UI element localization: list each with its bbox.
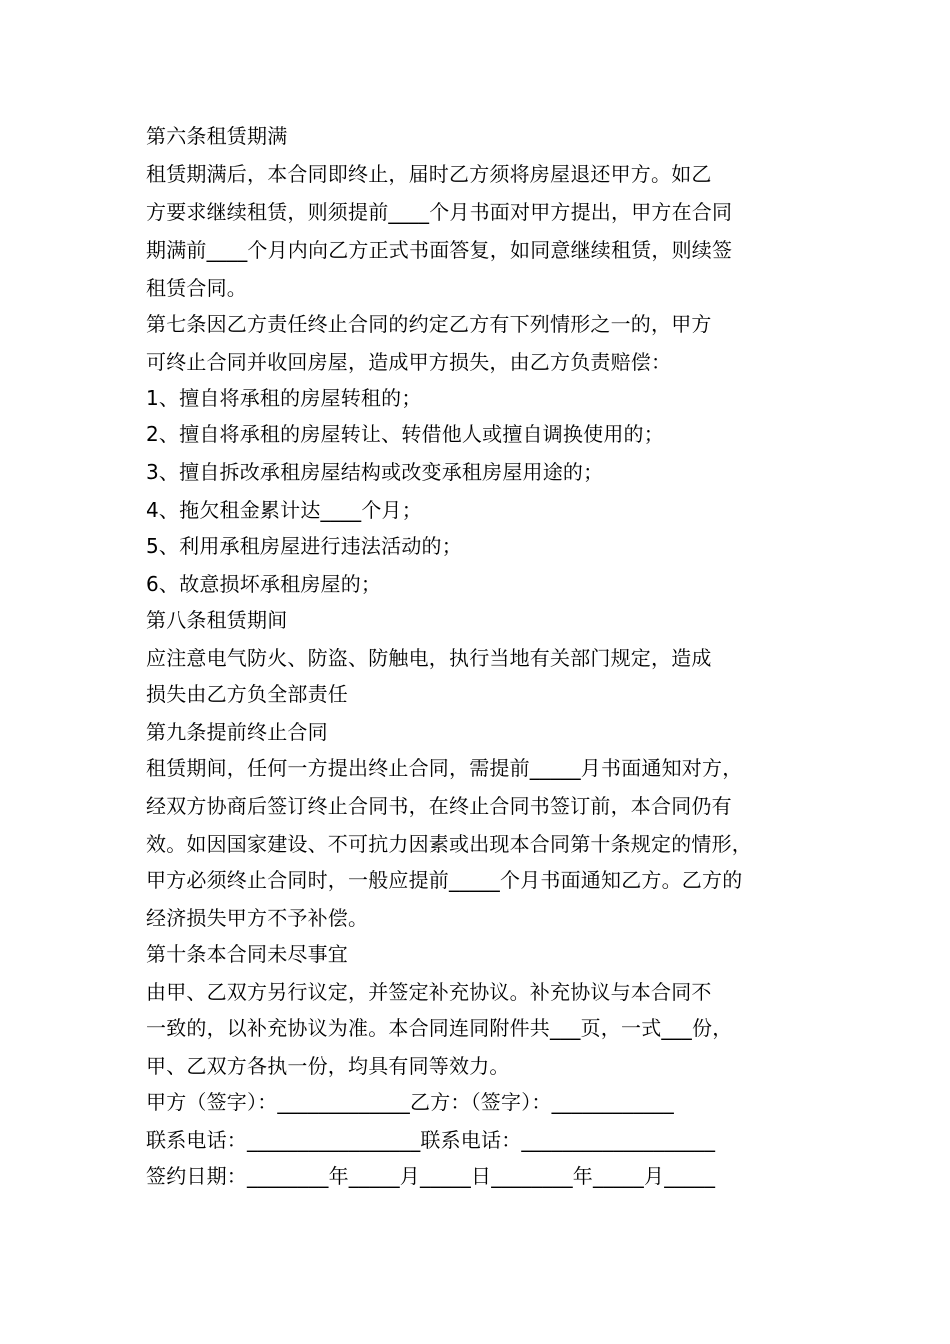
article-7-item-1: 1、擅自将承租的房屋转租的； <box>146 386 422 410</box>
article-9-body-line-4: 甲方必须终止合同时，一般应提前_____个月书面通知乙方。乙方的 <box>146 868 743 892</box>
article-7-item-4: 4、拖欠租金累计达____个月； <box>146 498 422 522</box>
contact-phone-line: 联系电话：_________________联系电话：___________________ <box>146 1128 716 1152</box>
article-9-body-line-1: 租赁期间，任何一方提出终止合同，需提前_____月书面通知对方， <box>146 756 743 780</box>
signature-line: 甲方（签字）：_____________乙方：（签字）：____________ <box>146 1090 674 1114</box>
article-7-item-5: 5、利用承租房屋进行违法活动的； <box>146 534 462 558</box>
article-7-item-6: 6、故意损坏承租房屋的； <box>146 572 382 596</box>
article-9-body-line-3: 效。如因国家建设、不可抗力因素或出现本合同第十条规定的情形， <box>146 832 752 856</box>
article-9-body-line-2: 经双方协商后签订终止合同书，在终止合同书签订前，本合同仍有 <box>146 794 732 818</box>
article-10-body-line-1: 由甲、乙双方另行议定，并签定补充协议。补充协议与本合同不 <box>146 980 712 1004</box>
article-10-body-line-3: 甲、乙双方各执一份，均具有同等效力。 <box>146 1054 510 1078</box>
article-8-body-line-2: 损失由乙方负全部责任 <box>146 682 348 706</box>
signing-date-line: 签约日期：________年_____月_____日________年_____月_____ <box>146 1164 716 1188</box>
article-8-body-line-1: 应注意电气防火、防盗、防触电，执行当地有关部门规定，造成 <box>146 646 712 670</box>
article-6-body-line-4: 租赁合同。 <box>146 276 247 300</box>
article-9-heading: 第九条提前终止合同 <box>146 720 328 744</box>
article-7-item-2: 2、擅自将承租的房屋转让、转借他人或擅自调换使用的； <box>146 422 664 446</box>
article-10-heading: 第十条本合同未尽事宜 <box>146 942 348 966</box>
article-8-heading: 第八条租赁期间 <box>146 608 288 632</box>
article-6-body-line-1: 租赁期满后，本合同即终止，届时乙方须将房屋退还甲方。如乙 <box>146 162 712 186</box>
article-9-body-line-5: 经济损失甲方不予补偿。 <box>146 906 369 930</box>
article-6-body-line-3: 期满前____个月内向乙方正式书面答复，如同意继续租赁，则续签 <box>146 238 733 262</box>
article-7-item-3: 3、擅自拆改承租房屋结构或改变承租房屋用途的； <box>146 460 604 484</box>
article-10-body-line-2: 一致的，以补充协议为准。本合同连同附件共___页，一式___份， <box>146 1016 733 1040</box>
article-6-heading: 第六条租赁期满 <box>146 124 288 148</box>
article-7-line-2: 可终止合同并收回房屋，造成甲方损失，由乙方负责赔偿： <box>146 350 672 374</box>
article-6-body-line-2: 方要求继续租赁，则须提前____个月书面对甲方提出，甲方在合同 <box>146 200 733 224</box>
article-7-line-1: 第七条因乙方责任终止合同的约定乙方有下列情形之一的，甲方 <box>146 312 712 336</box>
